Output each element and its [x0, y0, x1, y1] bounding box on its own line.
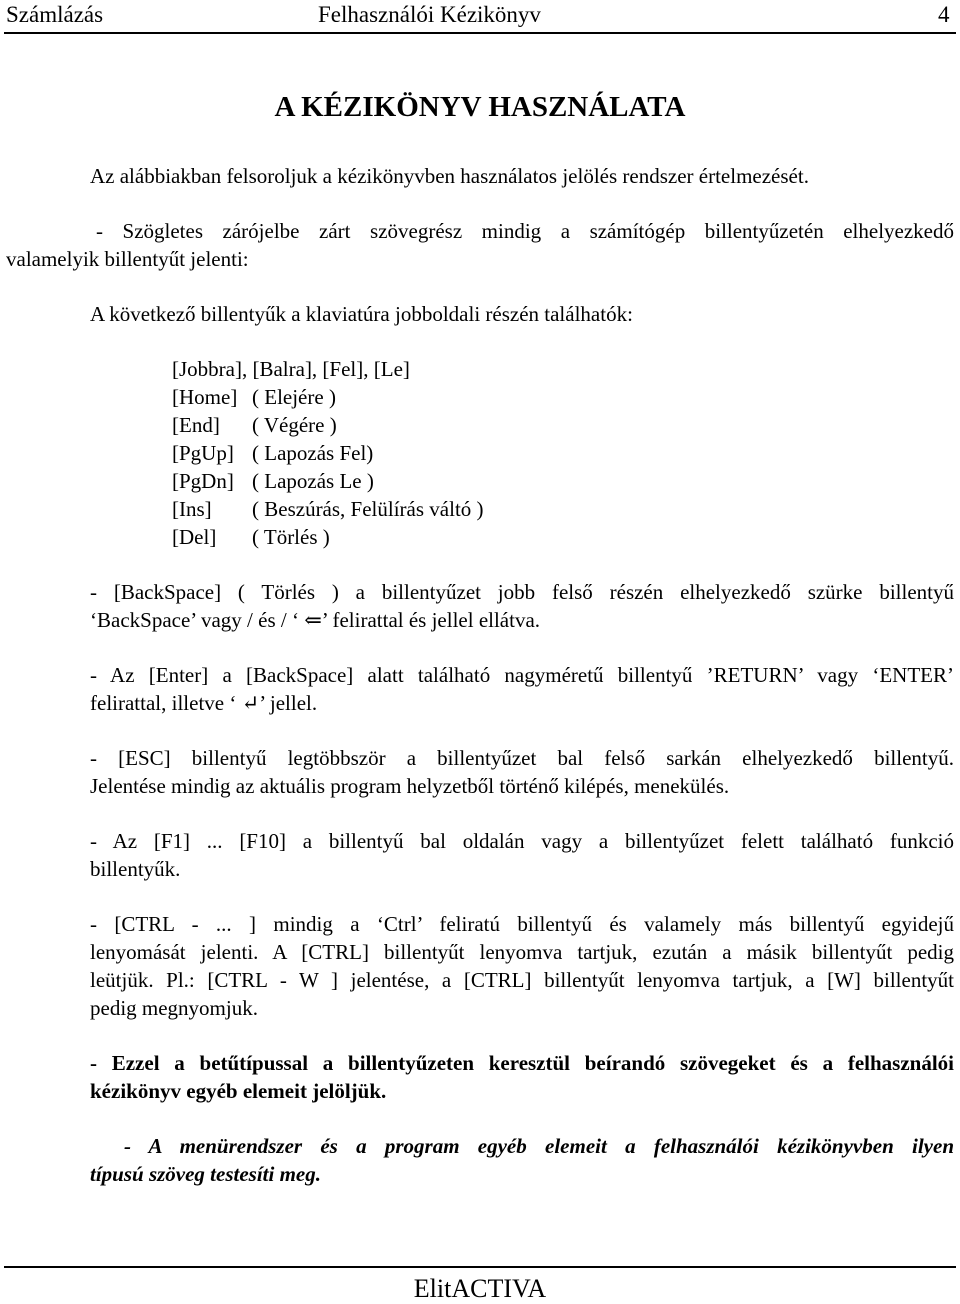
- key-name: [Ins]: [172, 497, 212, 521]
- bracket-rule-line1: - Szögletes zárójelbe zárt szövegrész mindig a számítógép billentyűzetén elhelyezkedő: [96, 219, 954, 243]
- key-name: [Del]: [172, 525, 217, 549]
- footer-divider: [4, 1266, 956, 1268]
- fkeys-line1: - Az [F1] ... [F10] a billentyű bal oldalán vagy a billentyűzet felett található funkció: [90, 829, 954, 853]
- key-row: [172, 439, 373, 467]
- enter-line1: - Az [Enter] a [BackSpace] alatt található nagyméretű billentyű ’RETURN’ vagy ‘ENTER’: [90, 663, 954, 687]
- key-row: [172, 383, 336, 411]
- page-footer: ElitACTIVA: [413, 1274, 547, 1303]
- key-description: ( Lapozás Fel): [252, 441, 374, 465]
- ctrl-line1: - [CTRL - ... ] mindig a ‘Ctrl’ feliratú billentyű és valamely más billentyű egyidejű: [90, 912, 954, 936]
- ctrl-line4: pedig megnyomjuk.: [90, 996, 258, 1020]
- key-description: ( Végére ): [252, 413, 337, 437]
- key-name: [PgUp]: [172, 441, 234, 465]
- esc-line2: Jelentése mindig az aktuális program helyzetből történő kilépés, menekülés.: [90, 774, 730, 798]
- backspace-line2: ‘BackSpace’ vagy / és / ‘ ⇐’ felirattal és jellel ellátva.: [90, 608, 541, 632]
- key-row: [172, 467, 374, 495]
- bold-note-line2: kézikönyv egyéb elemeit jelöljük.: [90, 1079, 387, 1103]
- key-row: [172, 523, 330, 551]
- page-title: A KÉZIKÖNYV HASZNÁLATA: [274, 91, 686, 123]
- enter-line2: felirattal, illetve ‘ ↵’ jellel.: [90, 691, 318, 715]
- keys-heading: A következő billentyűk a klaviatúra jobboldali részén találhatók:: [90, 302, 633, 326]
- key-row: [172, 411, 337, 439]
- italic-note-line2: típusú szöveg testesíti meg.: [90, 1162, 321, 1186]
- ctrl-line2: lenyomását jelenti. A [CTRL] billentyűt lenyomva tartjuk, ezután a másik billentyűt pedig: [90, 940, 954, 964]
- key-description: ( Lapozás Le ): [252, 469, 374, 493]
- backspace-line1: - [BackSpace] ( Törlés ) a billentyűzet jobb felső részén elhelyezkedő szürke billentyű: [90, 580, 954, 604]
- ctrl-line3: leütjük. Pl.: [CTRL - W ] jelentése, a [CTRL] billentyűt lenyomva tartjuk, a [W] billentyűt: [90, 968, 954, 992]
- bracket-rule-line2: valamelyik billentyűt jelenti:: [6, 247, 249, 271]
- key-name: [Home]: [172, 385, 238, 409]
- bold-note-line1: - Ezzel a betűtípussal a billentyűzeten keresztül beírandó szövegeket és a felhasználói: [90, 1051, 954, 1075]
- intro-paragraph: Az alábbiakban felsoroljuk a kézikönyvben használatos jelölés rendszer értelmezését.: [90, 164, 809, 188]
- italic-note-line1: - A menürendszer és a program egyéb elemeit a felhasználói kézikönyvben ilyen: [124, 1134, 954, 1158]
- esc-line1: - [ESC] billentyű legtöbbször a billentyűzet bal felső sarkán elhelyezkedő billentyű.: [90, 746, 954, 770]
- key-description: ( Beszúrás, Felülírás váltó ): [252, 497, 484, 521]
- arrow-keys-line: [Jobbra], [Balra], [Fel], [Le]: [172, 357, 410, 381]
- key-name: [PgDn]: [172, 469, 234, 493]
- header-left-text: Számlázás: [6, 2, 104, 27]
- page-header: [0, 0, 960, 32]
- fkeys-line2: billentyűk.: [90, 857, 181, 881]
- header-page-number: 4: [938, 2, 950, 27]
- header-divider: [4, 32, 956, 34]
- key-description: ( Törlés ): [252, 525, 330, 549]
- key-name: [End]: [172, 413, 220, 437]
- header-center-text: Felhasználói Kézikönyv: [318, 2, 541, 27]
- key-description: ( Elejére ): [252, 385, 336, 409]
- key-row: [172, 495, 484, 523]
